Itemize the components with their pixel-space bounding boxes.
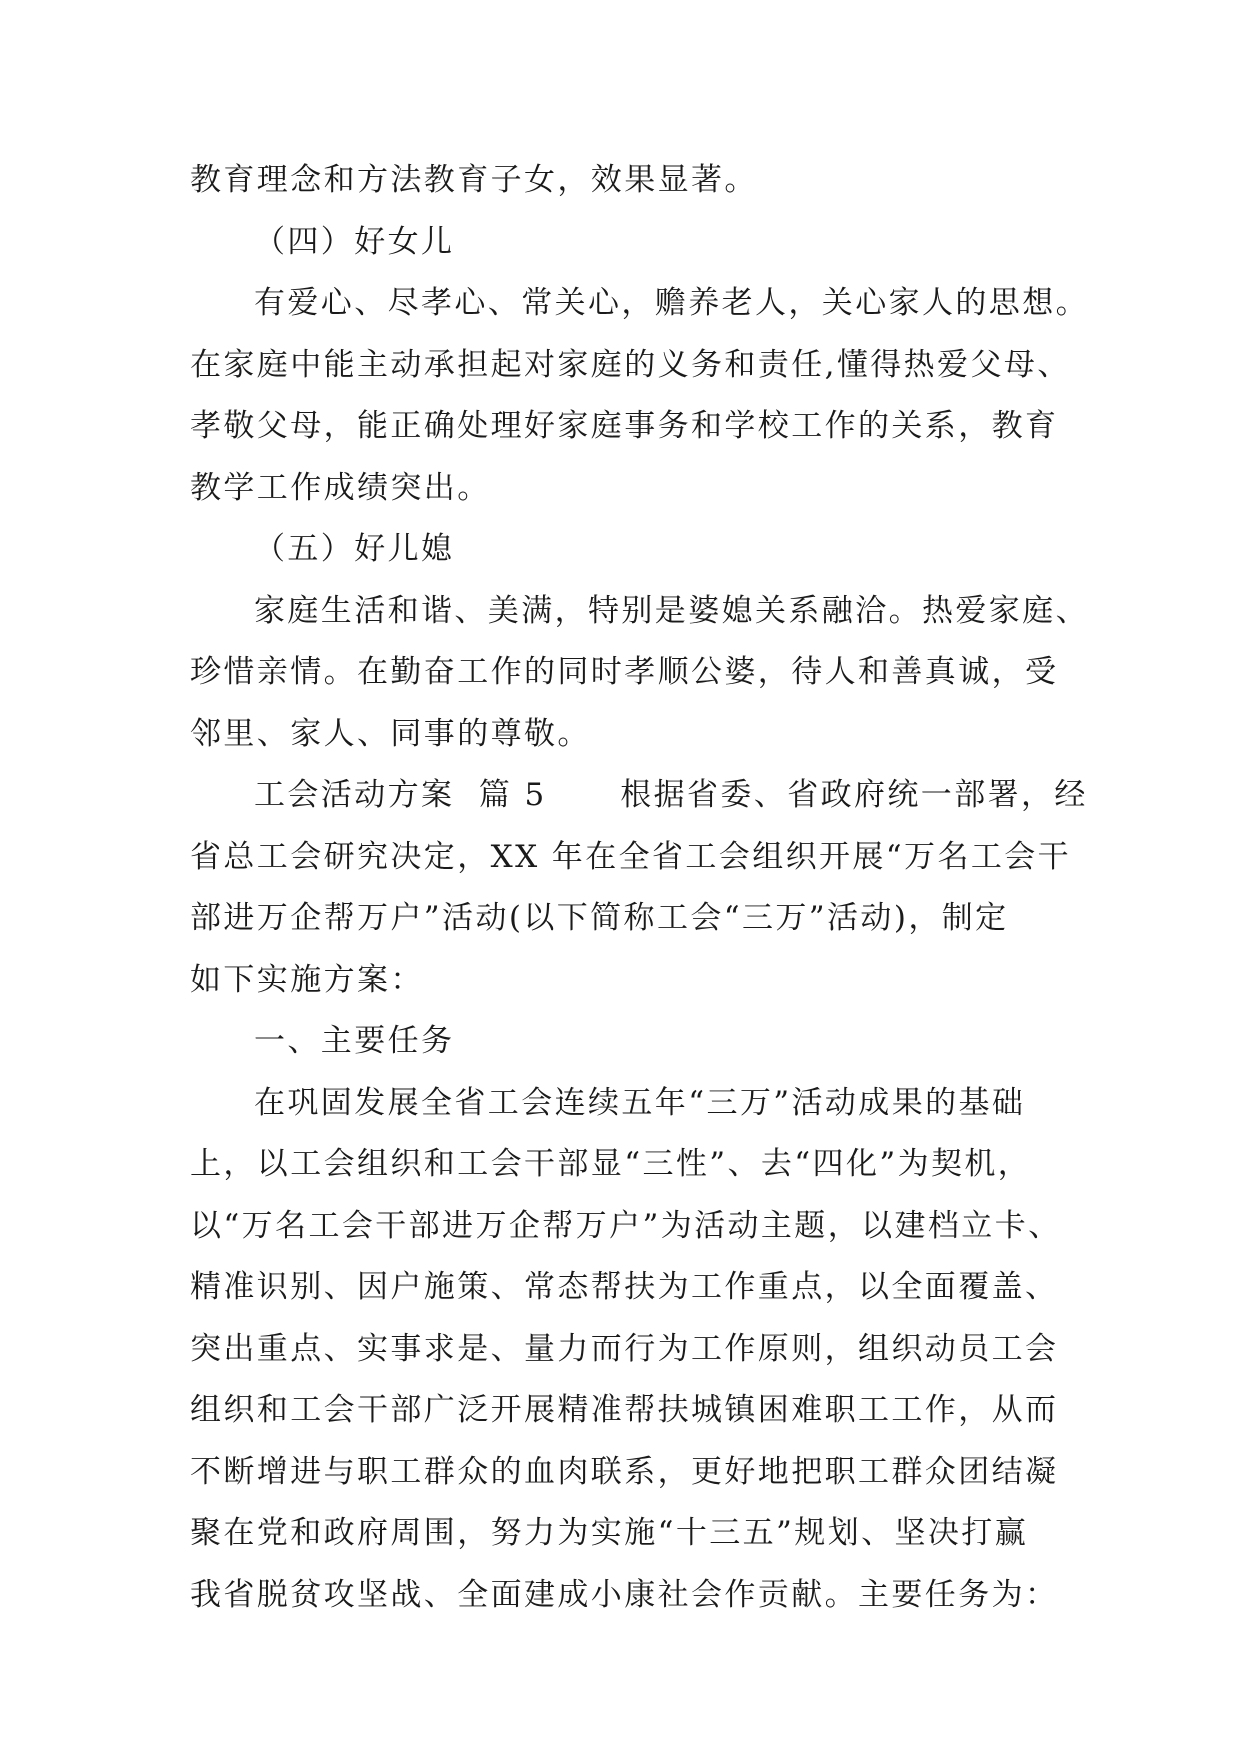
text-line: 珍惜亲情。在勤奋工作的同时孝顺公婆，待人和善真诚，受 bbox=[190, 654, 1059, 690]
text-line: 在巩固发展全省工会连续五年“三万”活动成果的基础 bbox=[254, 1084, 1026, 1121]
text-line: 上，以工会组织和工会干部显“三性”、去“四化”为契机， bbox=[190, 1146, 1032, 1182]
text-line: 工会活动方案 篇 5 根据省委、省政府统一部署，经 bbox=[254, 777, 1088, 813]
text-line: 部进万企帮万户”活动(以下简称工会“三万”活动)，制定 bbox=[190, 900, 1009, 936]
text-line: 孝敬父母，能正确处理好家庭事务和学校工作的关系，教育 bbox=[190, 408, 1059, 444]
text-line: 有爱心、尽孝心、常关心，赡养老人，关心家人的思想。 bbox=[254, 285, 1089, 321]
text-line: 组织和工会干部广泛开展精准帮扶城镇困难职工工作，从而 bbox=[190, 1392, 1059, 1428]
text-line: 如下实施方案： bbox=[190, 961, 424, 998]
text-line: 在家庭中能主动承担起对家庭的义务和责任,懂得热爱父母、 bbox=[190, 346, 1071, 383]
text-line: 以“万名工会干部进万企帮万户”为活动主题，以建档立卡、 bbox=[190, 1207, 1062, 1244]
document-body bbox=[190, 150, 1089, 1626]
section-heading: （五）好儿媳 bbox=[254, 531, 455, 567]
section-heading: （四）好女儿 bbox=[254, 223, 455, 260]
text-line: 不断增进与职工群众的血肉联系，更好地把职工群众团结凝 bbox=[190, 1453, 1059, 1490]
section-heading: 一、主要任务 bbox=[254, 1023, 455, 1059]
text-line: 省总工会研究决定，XX 年在全省工会组织开展“万名工会干 bbox=[190, 838, 1072, 875]
text-line: 家庭生活和谐、美满，特别是婆媳关系融洽。热爱家庭、 bbox=[254, 592, 1089, 629]
text-line: 聚在党和政府周围，努力为实施“十三五”规划、坚决打赢 bbox=[190, 1515, 1029, 1551]
text-line: 教学工作成绩突出。 bbox=[190, 469, 491, 506]
text-line: 邻里、家人、同事的尊敬。 bbox=[190, 715, 591, 752]
text-line: 我省脱贫攻坚战、全面建成小康社会作贡献。主要任务为： bbox=[190, 1576, 1059, 1613]
text-line: 精准识别、因户施策、常态帮扶为工作重点，以全面覆盖、 bbox=[190, 1269, 1059, 1305]
text-line: 教育理念和方法教育子女，效果显著。 bbox=[190, 162, 758, 198]
text-line: 突出重点、实事求是、量力而行为工作原则，组织动员工会 bbox=[190, 1330, 1059, 1367]
